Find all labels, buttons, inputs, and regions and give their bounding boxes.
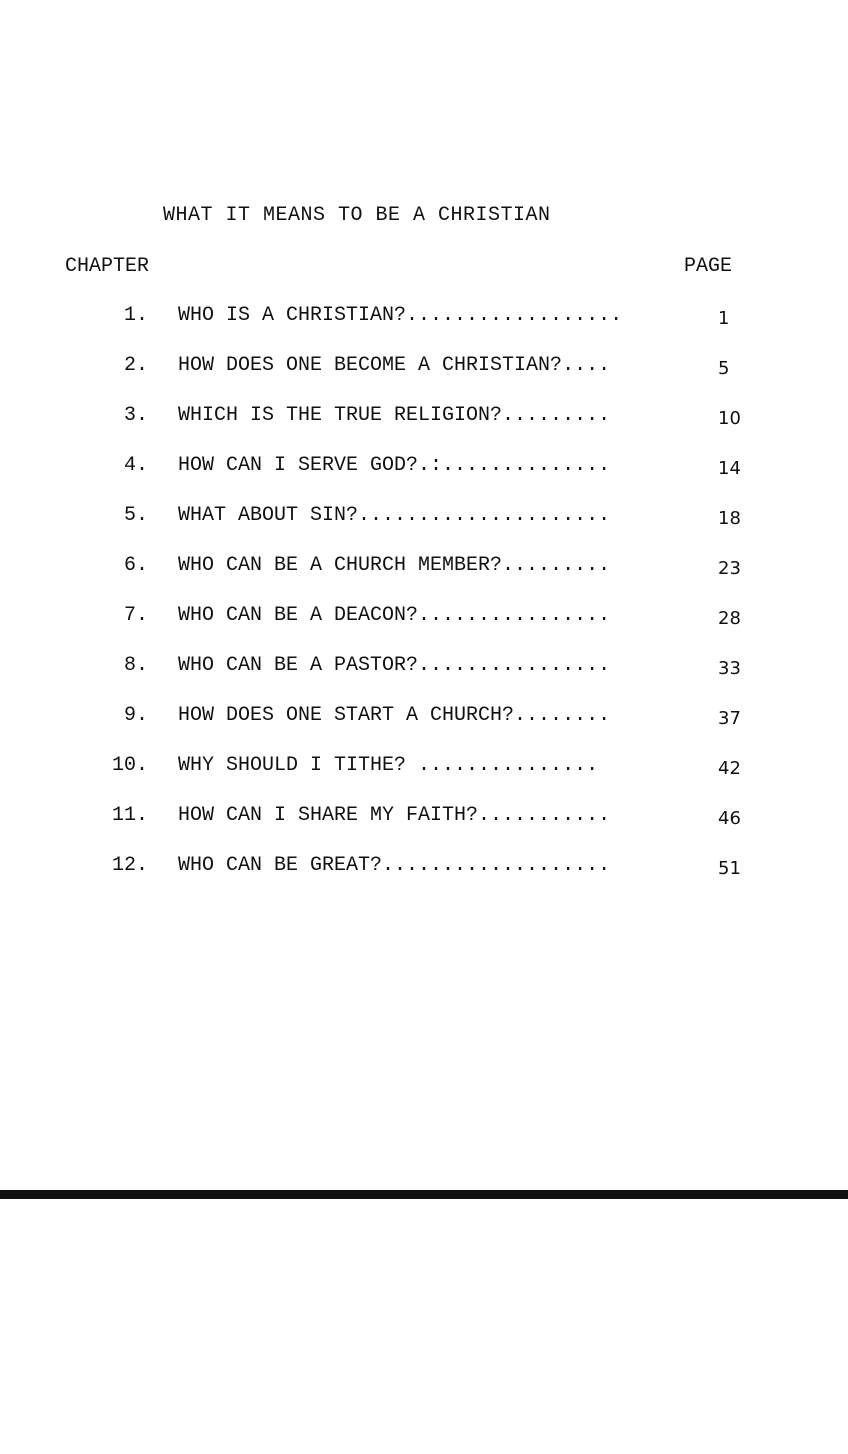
toc-entry-page: 28: [718, 608, 741, 629]
toc-entry-page: 18: [718, 508, 741, 529]
toc-entry-number: 3.: [123, 404, 148, 427]
toc-entry: [0, 354, 848, 404]
toc-entry-page: 10: [718, 408, 741, 429]
toc-entry: [0, 704, 848, 754]
toc-entry-number: 5.: [123, 504, 148, 527]
toc-entry-page: 33: [718, 658, 741, 679]
toc-entry-title: WHO CAN BE A DEACON?................: [178, 604, 611, 627]
toc-entry: [0, 754, 848, 804]
table-of-contents: [0, 304, 848, 904]
toc-entry-number: 2.: [123, 354, 148, 377]
document-title: WHAT IT MEANS TO BE A CHRISTIAN: [163, 204, 551, 227]
toc-entry-page: 51: [718, 858, 741, 879]
toc-entry-number: 8.: [123, 654, 148, 677]
toc-entry-page: 46: [718, 808, 741, 829]
toc-entry-number: 7.: [123, 604, 148, 627]
toc-entry-title: WHO IS A CHRISTIAN?..................: [178, 304, 623, 327]
toc-entry-number: 4.: [123, 454, 148, 477]
scan-bottom-edge: [0, 1190, 848, 1199]
toc-entry-page: 1: [718, 308, 730, 329]
page-column-header: PAGE: [684, 255, 733, 278]
toc-entry-page: 42: [718, 758, 741, 779]
toc-entry: [0, 804, 848, 854]
toc-entry-number: 6.: [123, 554, 148, 577]
toc-entry-title: HOW CAN I SHARE MY FAITH?...........: [178, 804, 611, 827]
toc-entry: [0, 404, 848, 454]
toc-entry-title: WHICH IS THE TRUE RELIGION?.........: [178, 404, 611, 427]
toc-entry-page: 5: [718, 358, 730, 379]
toc-entry-number: 12.: [111, 854, 148, 877]
chapter-column-header: CHAPTER: [65, 255, 150, 278]
toc-entry-number: 9.: [123, 704, 148, 727]
toc-entry-page: 14: [718, 458, 741, 479]
toc-entry-number: 11.: [111, 804, 148, 827]
toc-entry-title: WHAT ABOUT SIN?.....................: [178, 504, 611, 527]
toc-entry-title: WHY SHOULD I TITHE? ...............: [178, 754, 599, 777]
toc-entry-number: 10.: [111, 754, 148, 777]
toc-entry: [0, 504, 848, 554]
toc-entry: [0, 604, 848, 654]
toc-entry-title: WHO CAN BE GREAT?...................: [178, 854, 611, 877]
toc-entry-title: WHO CAN BE A PASTOR?................: [178, 654, 611, 677]
toc-entry-page: 37: [718, 708, 741, 729]
toc-entry: [0, 554, 848, 604]
toc-entry-title: HOW CAN I SERVE GOD?.:..............: [178, 454, 611, 477]
toc-entry-title: HOW DOES ONE START A CHURCH?........: [178, 704, 611, 727]
toc-entry-title: WHO CAN BE A CHURCH MEMBER?.........: [178, 554, 611, 577]
toc-entry: [0, 304, 848, 354]
toc-entry: [0, 854, 848, 904]
toc-entry-page: 23: [718, 558, 741, 579]
toc-entry: [0, 654, 848, 704]
toc-entry-number: 1.: [123, 304, 148, 327]
toc-entry-title: HOW DOES ONE BECOME A CHRISTIAN?....: [178, 354, 611, 377]
toc-entry: [0, 454, 848, 504]
